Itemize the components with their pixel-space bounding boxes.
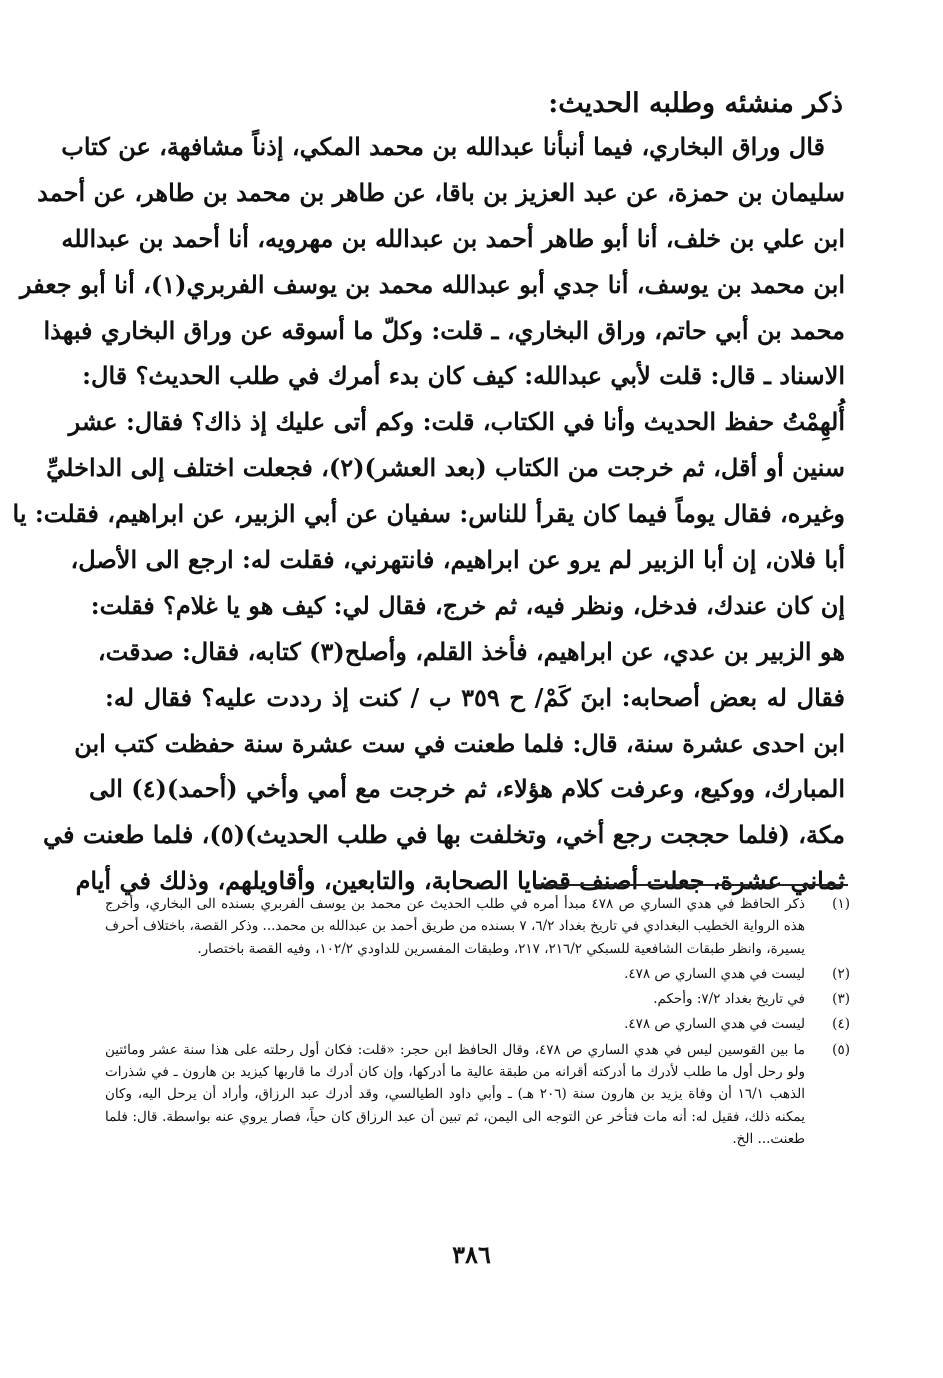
footnote: [105, 1039, 850, 1150]
footnote-divider: [535, 884, 848, 886]
footnote: [105, 963, 850, 985]
body-line: أُلهِمْتُ حفظ الحديث وأنا في الكتاب، قلت: وكم أتى عليك إذ ذاك؟ فقال: عشر: [68, 407, 845, 437]
body-line: هو الزبير بن عدي، عن ابراهيم، فأخذ القلم، وأصلح(٣) كتابه، فقال: صدقت،: [97, 636, 845, 666]
footnote: [105, 1013, 850, 1035]
footnote-number: (٣): [832, 991, 850, 1008]
page-number: ٣٨٦: [452, 1240, 491, 1269]
footnote-text: ما بين القوسين ليس في هدي الساري ص ٤٧٨، وقال الحافظ ابن حجر: «قلت: فكان أول رحلته على هذا سنة عشر ومائتين ولو رحل أول ما طلب لأدرك ما أدركته أقرانه من طبقة عالية ما أدركها، وإن كان أدرك ما قاربها كيزيد بن هارون ـ في شذرات الذهب ١٦/١ أن وفاة يزيد بن هارون سنة (٢٠٦ هـ) ـ وأبي داود الطيالسي، وقد أدرك عبد الرزاق، وأراد أن يرحل اليه، وكان يمكنه ذلك، فقيل له: أنه مات فتأخر عن التوجه الى اليمن، ثم تبين أن عبد الرزاق كان حياً، فصار يروي عنه بواسطة. قال: فلما طعنت... الخ.: [105, 1041, 805, 1147]
footnote-number: (٥): [832, 1041, 850, 1058]
body-line: مكة، (فلما حججت رجع أخي، وتخلفت بها في طلب الحديث)(٥)، فلما طعنت في: [43, 820, 845, 850]
footnotes: [105, 893, 850, 1150]
footnote-text: ليست في هدي الساري ص ٤٧٨.: [624, 965, 805, 982]
body-text: [12, 124, 845, 904]
footnote-number: (١): [832, 896, 850, 912]
body-line: سليمان بن حمزة، عن عبد العزيز بن باقا، عن طاهر بن محمد بن طاهر، عن أحمد: [37, 177, 845, 207]
body-line: ابن علي بن خلف، أنا أبو طاهر أحمد بن عبدالله بن مهرويه، أنا أحمد بن عبدالله: [61, 223, 845, 253]
footnote: [105, 893, 850, 960]
footnote-number: (٤): [832, 1016, 850, 1033]
body-line: ابن محمد بن يوسف، أنا جدي أبو عبدالله محمد بن يوسف الفربري(١)، أنا أبو جعفر: [19, 269, 845, 299]
body-line: سنين أو أقل، ثم خرجت من الكتاب (بعد العشر)(٢)، فجعلت اختلف إلى الداخليِّ: [46, 453, 845, 483]
footnote: [105, 988, 850, 1010]
body-line: المبارك، ووكيع، وعرفت كلام هؤلاء، ثم خرجت مع أمي وأخي (أحمد)(٤) الى: [88, 774, 845, 804]
body-line: محمد بن أبي حاتم، وراق البخاري، ـ قلت: وكلّ ما أسوقه عن وراق البخاري فبهذا: [43, 315, 845, 345]
body-line: إن كان عندك، فدخل، ونظر فيه، ثم خرج، فقال لي: كيف هو يا غلام؟ فقلت:: [90, 590, 845, 620]
body-line: أبا فلان، إن أبا الزبير لم يرو عن ابراهيم، فانتهرني، فقلت له: ارجع الى الأصل،: [70, 545, 845, 575]
footnote-number: (٢): [832, 965, 850, 982]
footnote-text: في تاريخ بغداد ٧/٢: وأحكم.: [653, 991, 805, 1008]
body-line: الاسناد ـ قال: قلت لأبي عبدالله: كيف كان بدء أمرك في طلب الحديث؟ قال:: [82, 361, 845, 391]
footnote-text: ذكر الحافظ في هدي الساري ص ٤٧٨ مبدأ أمره في طلب الحديث عن محمد بن يوسف الفربري بسنده الى البخاري، وأخرج هذه الرواية الخطيب البغدادي في تاريخ بغداد ٦/٢، ٧ بسنده من طريق أحمد بن عبدالله بن محمد... وذكر القصة، باختلاف أحرف يسيرة، وانظر طبقات الشافعية للسبكي ٢١٦/٢، ٢١٧، وطبقات المفسرين للداودي ١٠٢/٢، وفيه القصة باختصار.: [105, 896, 806, 957]
section-heading: ذكر منشئه وطلبه الحديث:: [548, 88, 843, 119]
body-line: ثماني عشرة، جعلت أصنف قضايا الصحابة، والتابعين، وأقاويلهم، وذلك في أيام: [75, 866, 845, 896]
body-line: وغيره، فقال يوماً فيما كان يقرأ للناس: سفيان عن أبي الزبير، عن ابراهيم، فقلت: يا: [12, 499, 845, 529]
body-line: فقال له بعض أصحابه: ابنَ كَمْ/ ح ٣٥٩ ب / كنت إذ رددت عليه؟ فقال له:: [105, 682, 845, 712]
body-line: قال وراق البخاري، فيما أنبأنا عبدالله بن محمد المكي، إذناً مشافهة، عن كتاب: [61, 132, 825, 161]
footnote-text: ليست في هدي الساري ص ٤٧٨.: [624, 1016, 805, 1033]
body-line: ابن احدى عشرة سنة، قال: فلما طعنت في ست عشرة سنة حفظت كتب ابن: [74, 728, 845, 758]
